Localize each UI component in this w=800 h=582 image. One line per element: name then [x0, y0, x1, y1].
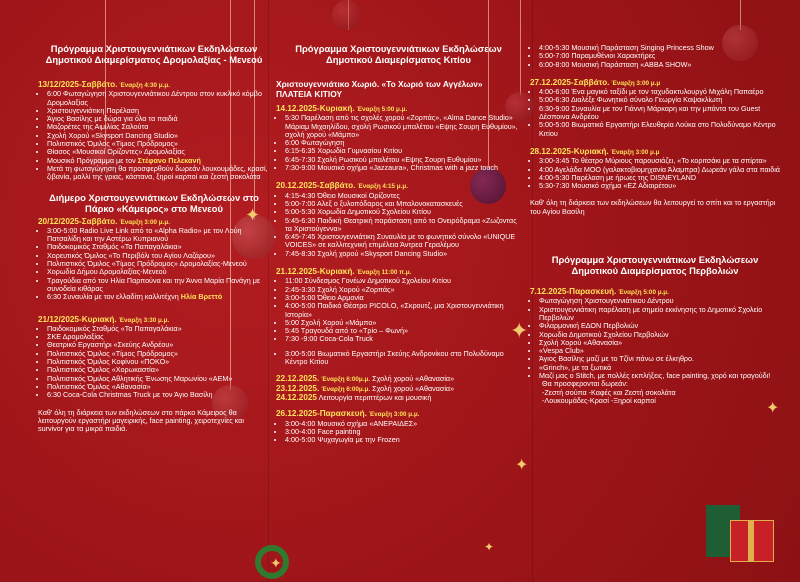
list-item: • Πολιτιστικός Όμιλος «Τίμιος Πρόδρομος»	[47, 140, 270, 148]
list-item: • 5:30-7:30 Μουσικό σχήμα «ΕΖ Αδιαιρέτου»	[539, 182, 780, 190]
info-note: Καθ' όλη τη διάρκεια των εκδηλώσεων θα λειτουργεί το σπίτι και το εργαστήρι του Αγίου Βασίλη	[530, 198, 776, 216]
list-item: • Παιδοκομικός Σταθμός «Τα Παπαγαλάκια»	[47, 325, 270, 333]
list-item: • 3:00-5:00 Βιωματικό Εργαστήρι Σκεύης Ανδρονίκου στο Πολυδύναμο Κέντρο Κιτίου	[285, 350, 521, 367]
list-item: • Φιλαρμονική ΕΔΟΝ Περβολιών	[539, 322, 780, 330]
list-item: • 5:45-6:30 Παιδική Θεατρική παράσταση από το Ονειρόδραμα «Ζωζοντας τα Χριστούγεννα»	[285, 217, 521, 234]
event-start: Έναρξη 6:00μ.μ.	[321, 376, 371, 384]
star-icon: ✦	[510, 318, 529, 343]
event-date: 27.12.2025-Σαββάτο.	[530, 77, 610, 87]
event-date: 14.12.2025-Κυριακή.	[276, 104, 355, 113]
list-item: • 4:15-4:30 Όθειο Μουσικοί Ορίζοντες	[285, 192, 521, 200]
star-icon: ✦	[766, 400, 780, 417]
list-item: • Χορευτικός Όμιλος «Το Περιβόλι του Αγίου Λαζάρου»	[47, 252, 270, 260]
list-item: • 6:30 Coca-Cola Christmas Truck με τον Άγιο Βασίλη	[47, 391, 270, 399]
list-item-text: 6:30 Συναυλία με τον ελλαδίτη καλλιτέχνη	[47, 292, 181, 302]
list-item: • Πολιτιστικός Όμιλος Κοφίνου «ΠΟΚΟ»	[47, 358, 270, 366]
section-heading: Πρόγραμμα Χριστουγεννιάτικων Εκδηλώσεων Δημοτικού Διαμερίσματος Δρομολαξίας - Μενεού	[45, 43, 263, 65]
star-icon: ✦	[270, 555, 282, 571]
offer-line: -Λουκουμάδες-Κρασί -Ξηροί καρποί	[542, 395, 656, 405]
list-item: • Πολιτιστικός Όμιλος «Χορωκαστία»	[47, 366, 270, 374]
event-list	[38, 325, 270, 400]
event-text: Λειτουργία περιπτέρων και μουσική	[318, 392, 432, 402]
event-list	[530, 297, 780, 380]
list-item: • 4:00 Αγελάδα ΜΟΟ (γαλακτοβιομηχανία Άλαμπρα) Δωρεάν γάλα στα παιδιά	[539, 166, 780, 174]
event-text: Σχολή χορού «Αθανασία»	[372, 383, 455, 393]
event-date: 28.12.2025-Κυριακή.	[530, 146, 609, 156]
event-list	[38, 90, 270, 181]
list-item: • Πολιτιστικός Όμιλος Αθλητικής Ένωσης Μαρωνίου «ΑΕΜ»	[47, 375, 270, 383]
event-start: Έναρξη 4:30 μ.μ.	[119, 82, 170, 89]
list-item: • 6:00-8:00 Μουσική Παράσταση «ABBA SHOW»	[539, 61, 780, 69]
list-item: • Χριστουγεννιάτικη παρέλαση με σημείο εκκίνησης το Δημοτικό Σχολείο Περβολιών	[539, 306, 780, 323]
list-item: • 7:30-9:00 Μουσικό σχήμα «Jazzaura», Christmas with a jazz touch	[285, 164, 521, 172]
list-item: • Μαζί μας ο Stitch, με πολλές εκπλήξεις, face painting, χορό και τραγούδι!	[539, 372, 780, 380]
list-item: • Άγιος Βασίλης μαζί με το Τζίνι πάνω σε έλκηθρο.	[539, 355, 780, 363]
list-item: • Πολιτιστικός Όμιλος «Αθανασία»	[47, 383, 270, 391]
event-start: Έναρξη 5:00 μ.μ.	[356, 106, 408, 113]
column-kitio	[276, 0, 521, 444]
list-item: • 5:00-5:30 Χορωδία Δημοτικού Σχολείου Κιτίου	[285, 208, 521, 216]
list-item: • 3:00-5:00 Όθειο Αρμονία	[285, 294, 521, 302]
list-item: • 6:45-7:30 Σχολή Ρωσικού μπαλέτου «Εψης Σουρη Ευθυμίου»	[285, 156, 521, 164]
event-list	[38, 227, 270, 302]
event-date: 26.12.2025-Παρασκευή.	[276, 409, 367, 419]
list-item: • Τραγούδια από τον Ηλία Παρπούνα και την Άννα Μαρία Πανάγη με συνοδεία κιθάρας	[47, 277, 270, 294]
event-day	[38, 316, 270, 400]
list-item: • Παιδοκομικός Σταθμός «Τα Παπαγαλάκια»	[47, 243, 270, 251]
event-dates-group	[276, 375, 521, 402]
list-item: • Μαζορέτες της Αιμιλίας Σαλούτα	[47, 123, 270, 131]
list-item: • 4:00-5:00 Παιδικό Θέατρο PICOLO, «Σκρουτζ, μια Χριστουγεννιάτικη Ιστορία»	[285, 302, 521, 319]
list-item: • 5:00-7:00 Αλεξ ο ξυλοπόδαρος και Μπαλονοκατασκευές	[285, 200, 521, 208]
event-start: Έναρξη 3:30 μ.μ.	[118, 316, 170, 324]
section-heading: Πρόγραμμα Χριστουγεννιάτικων Εκδηλώσεων Δημοτικού Διαμερίσματος Περβολιών	[551, 254, 759, 277]
wreath-icon	[255, 545, 289, 579]
event-date: 21.12.2025-Κυριακή.	[276, 267, 355, 277]
list-item: • Σχολή Χορού «Skysport Dancing Studio»	[47, 132, 270, 140]
footer-note: Καθ' όλη τη διάρκεια των εκδηλώσεων στο πάρκο Κάμειρος θα λειτουργούν εργαστήρι μαγειρικής, face painting, χειροτεχνίες και survivor για τα μικρά παιδιά.	[38, 407, 244, 434]
list-item: • «Vespa Club»	[539, 347, 780, 355]
event-list	[530, 88, 780, 138]
event-start: Έναρξη 3:00 μ.μ.	[119, 218, 170, 226]
singer-name: Στέφανο Πελεκανή	[137, 155, 201, 165]
list-item: • 6:00 Φωταγώγηση	[285, 139, 521, 147]
list-item: • Θεατρικό Εργαστήρι «Σκεύης Ανδρέου»	[47, 341, 270, 349]
list-item: • 7:45-8:30 Σχολή χορού «Skysport Dancing Studio»	[285, 250, 521, 258]
event-start: Έναρξη 3:00 μ.μ	[610, 148, 660, 156]
list-item: • 7:30 -9:00 Coca-Cola Truck	[285, 335, 521, 343]
column-pervolia	[530, 0, 780, 405]
list-item: • 3:00-3:45 Το θέατρο Μύριους παρουσιάζει, «Το κοριτσάκι με τα σπίρτα»	[539, 157, 780, 165]
village-title: Χριστουγεννιάτικο Χωριό. «Το Χωριό των Αγγέλων»	[276, 79, 483, 89]
event-day	[276, 182, 521, 258]
event-day	[276, 105, 521, 172]
list-item: • Σχολή Χορού «Αθανασία»	[539, 339, 780, 347]
event-start: Έναρξη 5:00 μ.μ.	[618, 289, 669, 297]
event-date: 23.12.2025.	[276, 383, 320, 393]
list-item: • 5:00-5:00 Βιωματικό Εργαστήρι Ελευθερία Λούκα στο Πολυδύναμο Κέντρο Κιτίου	[539, 121, 780, 138]
event-line	[276, 394, 521, 402]
list-item: • Μετά τη φωταγώγηση θα προσφερθούν δωρεάν λουκουμάδες, κρασί, ζιβανία, μαλλί της γριας, κάστανα, ξηροί καρποί και ζεστή σοκολάτα	[47, 165, 270, 182]
column-dromolaxia	[38, 0, 270, 433]
list-item: • 3:00-5:00 Radio Live Link από το «Alpha Radio» με τον Λούη Πατσαλίδη και την Αστέρω Κυπριανού	[47, 227, 270, 244]
square-title: ΠΛΑΤΕΙΑ ΚΙΤΙΟΥ	[276, 89, 343, 99]
list-item: • Θίασος «Μουσικοί Ορίζοντες» Δρομολαξίας	[47, 148, 270, 156]
list-item: • 4:00-5:30 Παρέλαση με ήρωες της DISNEYLAND	[539, 174, 780, 182]
list-item: • 4:00-5:30 Μουσική Παράσταση Singing Princess Show	[539, 44, 780, 52]
gift-ribbon	[748, 520, 754, 562]
event-start: Έναρξη 11:00 π.μ.	[356, 269, 412, 277]
list-item: • 4:00-5:00 Ψυχαγωγία με την Frozen	[285, 436, 521, 444]
list-item-text: Μουσικό Πρόγραμμα με τον	[47, 155, 138, 165]
event-day	[38, 81, 270, 182]
event-date: 13/12/2025-Σαββάτο.	[38, 80, 118, 89]
list-item: • Χορωδία Δήμου Δρομολαξίας-Μενεού	[47, 268, 270, 276]
event-date: 7.12.2025-Παρασκευή.	[530, 287, 617, 297]
event-list	[530, 44, 780, 69]
event-date: 20.12.2025-Σαββάτο.	[276, 181, 356, 191]
section-subheading: Διήμερο Χριστουγεννιάτικων Εκδηλώσεων στο Πάρκο «Κάμειρος» στο Μενεού	[49, 191, 259, 214]
event-day	[38, 218, 270, 302]
list-item	[47, 293, 270, 301]
event-date: 21/12/2025-Κυριακή.	[38, 314, 117, 324]
event-list	[276, 277, 521, 343]
event-list	[276, 114, 521, 172]
event-date: 20/12/2025-Σαββάτο.	[38, 216, 118, 226]
list-item: • Άγιος Βασίλης με δώρα για όλα τα παιδιά	[47, 115, 270, 123]
list-item: • ΣΚΕ Δρομολαξίας	[47, 333, 270, 341]
list-item: • 2:45-3:30 Σχολή Χορού «Ζορπάς»	[285, 286, 521, 294]
list-item: • Φωταγώγηση Χριστουγεννιάτικου Δέντρου	[539, 297, 780, 305]
list-item: • 11:00 Σύνδεσμος Γονέων Δημοτικού Σχολείου Κιτίου	[285, 277, 521, 285]
list-item: • Πολιτιστικός Όμιλος «Τίμιος Πρόδρομος» Δρομολαξίας-Μενεού	[47, 260, 270, 268]
list-item: • 6:15-6:35 Χορωδία Γυμνασίου Κιτίου	[285, 147, 521, 155]
list-item: • 6:00 Φωταγώγηση Χριστουγεννιάτικου Δέντρου στον κυκλικό κόμβο Δρομολαξίας	[47, 90, 270, 107]
list-item: • 5:30 Παρέλαση από τις σχολές χορού «Zορπάς», «Alma Dance Studio» Μάριαμ Μιχαηλίδου, σχολή Ρωσικού μπαλέτου «Εψης Σουρη Ευθυμίου», σχολή χορού «Μάμπο»	[285, 114, 521, 139]
event-start: Έναρξη 3:00 μ.μ.	[368, 411, 420, 419]
event-start: Έναρξη 3:00 μ.μ	[611, 79, 661, 87]
artist-name: Ηλία Βρεττό	[180, 292, 223, 302]
star-icon: ✦	[484, 540, 495, 554]
event-date: 22.12.2025.	[276, 374, 320, 384]
offer-title: Θα προσφερονται δωρεάν:	[542, 379, 628, 389]
list-item: • Χριστουγεννιάτικη Παρέλαση	[47, 107, 270, 115]
list-item: • 3:00-4:00 Μουσικό σχήμα «ΑΝΕΡΑΙΔΕΣ»	[285, 420, 521, 428]
list-item: • Χορωδία Δημοτικού Σχολείου Περβολιών	[539, 331, 780, 339]
list-item: • 6:30-9:00 Συναυλία με τον Γιάννη Μάρκαρη και την μπάντα του Guest Δέσποινα Ανδρέου	[539, 105, 780, 122]
event-day	[276, 410, 521, 444]
offer-line: -Ζεστή σούπα -Καφές και Ζεστή σοκολάτα	[542, 387, 676, 397]
section-heading: Πρόγραμμα Χριστουγεννιάτικων Εκδηλώσεων Δημοτικού Διαμερίσματος Κιτίου	[295, 43, 502, 65]
event-start: Έναρξη 4:15 μ.μ.	[357, 183, 408, 191]
event-list	[276, 350, 521, 367]
list-item: • 5:00-7:00 Παραμυθένιοι Χαρακτήρες	[539, 52, 780, 60]
event-list	[530, 157, 780, 190]
list-item: • 5:00 Σχολή Χορού «Μάμπο»	[285, 319, 521, 327]
list-item: • Πολιτιστικός Όμιλος «Τίμιος Πρόδρομος»	[47, 350, 270, 358]
list-item: • 4:00-6:00 Ένα μαγικό ταξίδι με τον ταχυδακτυλουργό Μιχάλη Παπαέρο	[539, 88, 780, 96]
event-day	[530, 79, 780, 138]
event-start: Έναρξη 6:00μ.μ.	[321, 385, 371, 393]
event-day	[276, 268, 521, 366]
list-item: • 5:45 Τραγουδά από το «Τρίο – Φωνή»	[285, 327, 521, 335]
event-day	[530, 288, 780, 405]
list-item: • «Grinch», με τα ξωτικά	[539, 364, 780, 372]
star-icon: ✦	[515, 457, 529, 474]
event-list	[276, 192, 521, 258]
list-item: • 3:00-4:00 Face painting	[285, 428, 521, 436]
event-day	[530, 148, 780, 190]
list-item: • 5:00-6:30 Διαλέξε Φωνητικό σύνολο Γεωργία Καψακλίωτη	[539, 96, 780, 104]
event-list	[276, 420, 521, 445]
event-date: 24.12.2025	[276, 392, 317, 402]
list-item: • 6:45-7:45 Χριστουγεννιάτικη Συναυλία με το φωνητικό σύνολο «UNIQUE VOICES» σε καλλιτεχνική επιμέλεια Άντρεα Γεραλέμου	[285, 233, 521, 250]
event-text: Σχολή χορού «Αθανασία»	[372, 374, 455, 384]
star-icon: ✦	[245, 205, 261, 225]
